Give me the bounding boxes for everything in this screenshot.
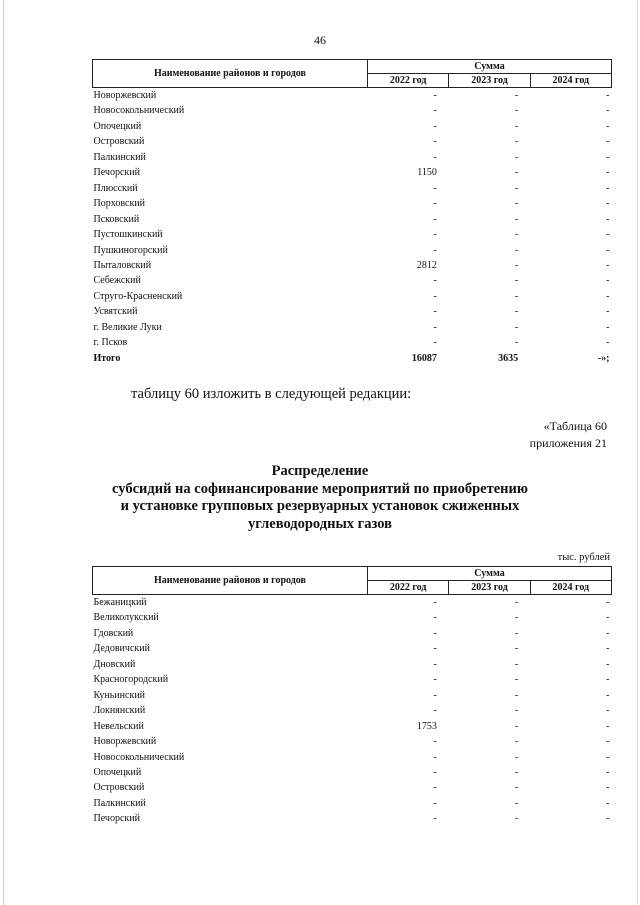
value-2022-cell: - [433,213,437,225]
section-title-line-4: углеводородных газов [248,515,392,532]
value-2023-cell: - [514,198,519,210]
table-row [93,119,612,134]
value-2024-cell: - [606,736,610,748]
value-2022-cell: - [433,674,437,686]
table-row [93,258,612,273]
table-row [93,595,612,611]
value-2024-cell: - [606,105,610,117]
value-2023-cell: - [514,705,519,717]
value-2023-cell: - [514,167,519,179]
header-sum: Сумма [368,60,612,74]
table-row [93,780,612,795]
table-row [93,320,612,335]
table-body-bottom [93,595,612,827]
value-2022-cell: - [433,321,437,333]
table-reference [530,418,607,452]
value-2022-cell: - [433,643,437,655]
district-name-cell: Новосокольнический [93,105,185,117]
value-2023-cell: - [514,782,519,794]
value-2023-cell: - [514,229,519,241]
value-2023-cell: - [514,797,519,809]
value-2023-cell: - [514,813,519,825]
district-name-cell: Плюсский [93,182,138,194]
table-row [93,212,612,227]
section-title-line-3: и установке групповых резервуарных установок сжиженных [120,498,520,514]
district-name-cell: Себежский [93,275,141,287]
district-name-cell: Пушкиногорский [93,244,168,256]
value-2024-cell: - [606,720,610,732]
header-year-2022: 2022 год [368,581,449,595]
value-2023-cell: - [514,120,519,132]
table-row [93,641,612,656]
page-number: 46 [314,33,326,47]
value-2024-cell: - [606,244,610,256]
value-2023-cell: - [514,597,519,608]
value-2023-cell: - [514,182,519,194]
value-2022-cell: - [433,229,437,241]
value-2022-cell: - [433,136,437,148]
value-2023-cell: - [514,674,519,686]
value-2023-cell: - [514,275,519,287]
district-name-cell: Островский [93,782,145,794]
district-name-cell: Пыталовский [93,259,152,271]
table-row [93,688,612,703]
table-row [93,289,612,304]
value-2024-cell: - [606,151,610,163]
table-reference-line-2: приложения 21 [529,436,607,450]
value-2022-cell: - [433,813,437,825]
value-2023-cell: - [514,643,519,655]
value-2024-cell: - [606,797,610,809]
value-2022-cell: - [433,182,437,194]
value-2023-cell: - [514,105,519,117]
value-2023-cell: - [514,259,519,271]
table-row [93,103,612,118]
instruction-text: таблицу 60 изложить в следующей редакции: [131,386,412,402]
table-row [93,626,612,641]
district-name-cell: Бежаницкий [93,597,147,608]
value-2024-cell: - [606,627,610,639]
scan-edge-right [637,0,638,905]
district-name-cell: Дновский [93,658,136,670]
value-2022-cell: - [433,337,437,349]
table-row [93,765,612,780]
value-2022-cell: - [433,627,437,639]
value-2023-cell: - [514,213,519,225]
distribution-table-bottom [92,566,612,827]
value-2023-cell: - [514,612,519,624]
district-name-cell: Порховский [93,198,146,210]
section-title-line-1: Распределение [271,463,369,479]
table-body-top [93,88,612,367]
value-2023-cell: - [514,627,519,639]
header-year-2023: 2023 год [449,74,530,88]
value-2023-cell: - [514,136,519,148]
value-2024-cell: - [606,290,610,302]
value-2024-cell: - [606,766,610,778]
value-2024-cell: -»; [597,352,610,364]
scan-edge-left [3,0,4,905]
district-name-cell: Невельский [93,720,144,732]
district-name-cell: Печорский [93,167,140,179]
district-name-cell: Локнянский [93,705,146,717]
table-row [93,181,612,196]
table-row [93,227,612,242]
value-2024-cell: - [606,689,610,701]
value-2024-cell: - [606,306,610,318]
table-row [93,335,612,350]
district-name-cell: Пустошкинский [93,229,163,241]
value-2024-cell: - [606,213,610,225]
value-2024-cell: - [606,612,610,624]
district-name-cell: г. Великие Луки [93,321,162,333]
district-name-cell: Новосокольнический [93,751,185,763]
value-2024-cell: - [606,198,610,210]
table-row [93,304,612,319]
value-2023-cell: - [514,736,519,748]
value-2024-cell: - [606,782,610,794]
value-2022-cell: - [433,120,437,132]
value-2024-cell: - [606,705,610,717]
value-2024-cell: - [606,275,610,287]
table-row [93,610,612,625]
value-2022-cell: - [433,782,437,794]
value-2023-cell: - [514,689,519,701]
value-2024-cell: - [606,90,610,101]
distribution-table-top [92,59,612,366]
table-row [93,703,612,718]
value-2024-cell: - [606,674,610,686]
district-name-cell: Куньинский [93,689,146,701]
district-name-cell: Новоржевский [93,736,157,748]
value-2022-cell: - [433,597,437,608]
district-name-cell: Дедовичский [93,643,150,655]
table-row [93,165,612,180]
district-name-cell: Новоржевский [93,90,157,101]
value-2022-cell: 1753 [416,720,437,732]
table-row [93,719,612,734]
table-row [93,134,612,149]
value-2023-cell: 3635 [498,352,519,364]
district-name-cell: Палкинский [93,797,146,809]
table-row [93,750,612,765]
table-row [93,273,612,288]
value-2022-cell: - [433,658,437,670]
district-name-cell: Островский [93,136,145,148]
units-label: тыс. рублей [557,552,610,563]
value-2022-cell: - [433,689,437,701]
table-row [93,150,612,165]
value-2023-cell: - [514,658,519,670]
value-2022-cell: 1150 [417,167,437,179]
value-2023-cell: - [514,90,519,101]
value-2023-cell: - [514,751,519,763]
header-year-2023: 2023 год [449,581,530,595]
table-reference-line-1: «Таблица 60 [543,419,607,433]
value-2022-cell: - [433,612,437,624]
value-2022-cell: - [433,705,437,717]
header-name-column: Наименование районов и городов [93,60,368,88]
section-title [0,463,640,533]
header-year-2024: 2024 год [530,581,611,595]
header-sum: Сумма [368,567,612,581]
table-row [93,672,612,687]
district-name-cell: Гдовский [93,627,134,639]
value-2022-cell: - [433,751,437,763]
district-name-cell: Струго-Красненский [93,290,183,302]
value-2023-cell: - [514,306,519,318]
value-2024-cell: - [606,643,610,655]
table-row [93,243,612,258]
table-row [93,657,612,672]
value-2023-cell: - [514,321,519,333]
value-2024-cell: - [606,751,610,763]
value-2023-cell: - [514,290,519,302]
table-row [93,196,612,211]
section-title-line-2: субсидий на софинансирование мероприятий по приобретению [112,480,528,497]
district-name-cell: Печорский [93,813,140,825]
value-2024-cell: - [606,136,610,148]
value-2022-cell: - [433,290,437,302]
district-name-cell: Опочецкий [93,766,142,778]
district-name-cell: Великолукский [93,612,159,624]
value-2024-cell: - [606,167,610,179]
value-2024-cell: - [606,813,610,825]
value-2022-cell: - [433,306,437,318]
value-2024-cell: - [606,597,610,608]
header-year-2024: 2024 год [530,74,611,88]
table-row [93,811,612,826]
district-name-cell: Итого [93,352,121,364]
header-name-column: Наименование районов и городов [93,567,368,595]
value-2023-cell: - [514,720,519,732]
value-2022-cell: - [433,275,437,287]
table-row [93,796,612,811]
value-2023-cell: - [514,337,519,349]
header-year-2022: 2022 год [368,74,449,88]
district-name-cell: Усвятский [93,306,138,318]
total-row [93,351,612,366]
value-2024-cell: - [606,658,610,670]
value-2022-cell: 16087 [411,352,437,364]
district-name-cell: Опочецкий [93,120,142,132]
value-2023-cell: - [514,151,519,163]
value-2024-cell: - [606,182,610,194]
value-2022-cell: 2812 [416,259,437,271]
value-2022-cell: - [433,736,437,748]
district-name-cell: Красногородский [93,674,169,686]
table-row [93,734,612,749]
value-2024-cell: - [606,337,610,349]
value-2023-cell: - [514,766,519,778]
value-2024-cell: - [606,321,610,333]
value-2022-cell: - [433,90,437,101]
district-name-cell: Псковский [93,213,140,225]
table-row [93,88,612,104]
district-name-cell: г. Псков [93,337,128,349]
district-name-cell: Палкинский [93,151,146,163]
value-2023-cell: - [514,244,519,256]
value-2024-cell: - [606,259,610,271]
value-2022-cell: - [433,198,437,210]
value-2024-cell: - [606,229,610,241]
value-2022-cell: - [433,766,437,778]
value-2022-cell: - [433,797,437,809]
value-2022-cell: - [433,244,437,256]
value-2024-cell: - [606,120,610,132]
value-2022-cell: - [433,105,437,117]
value-2022-cell: - [433,151,437,163]
